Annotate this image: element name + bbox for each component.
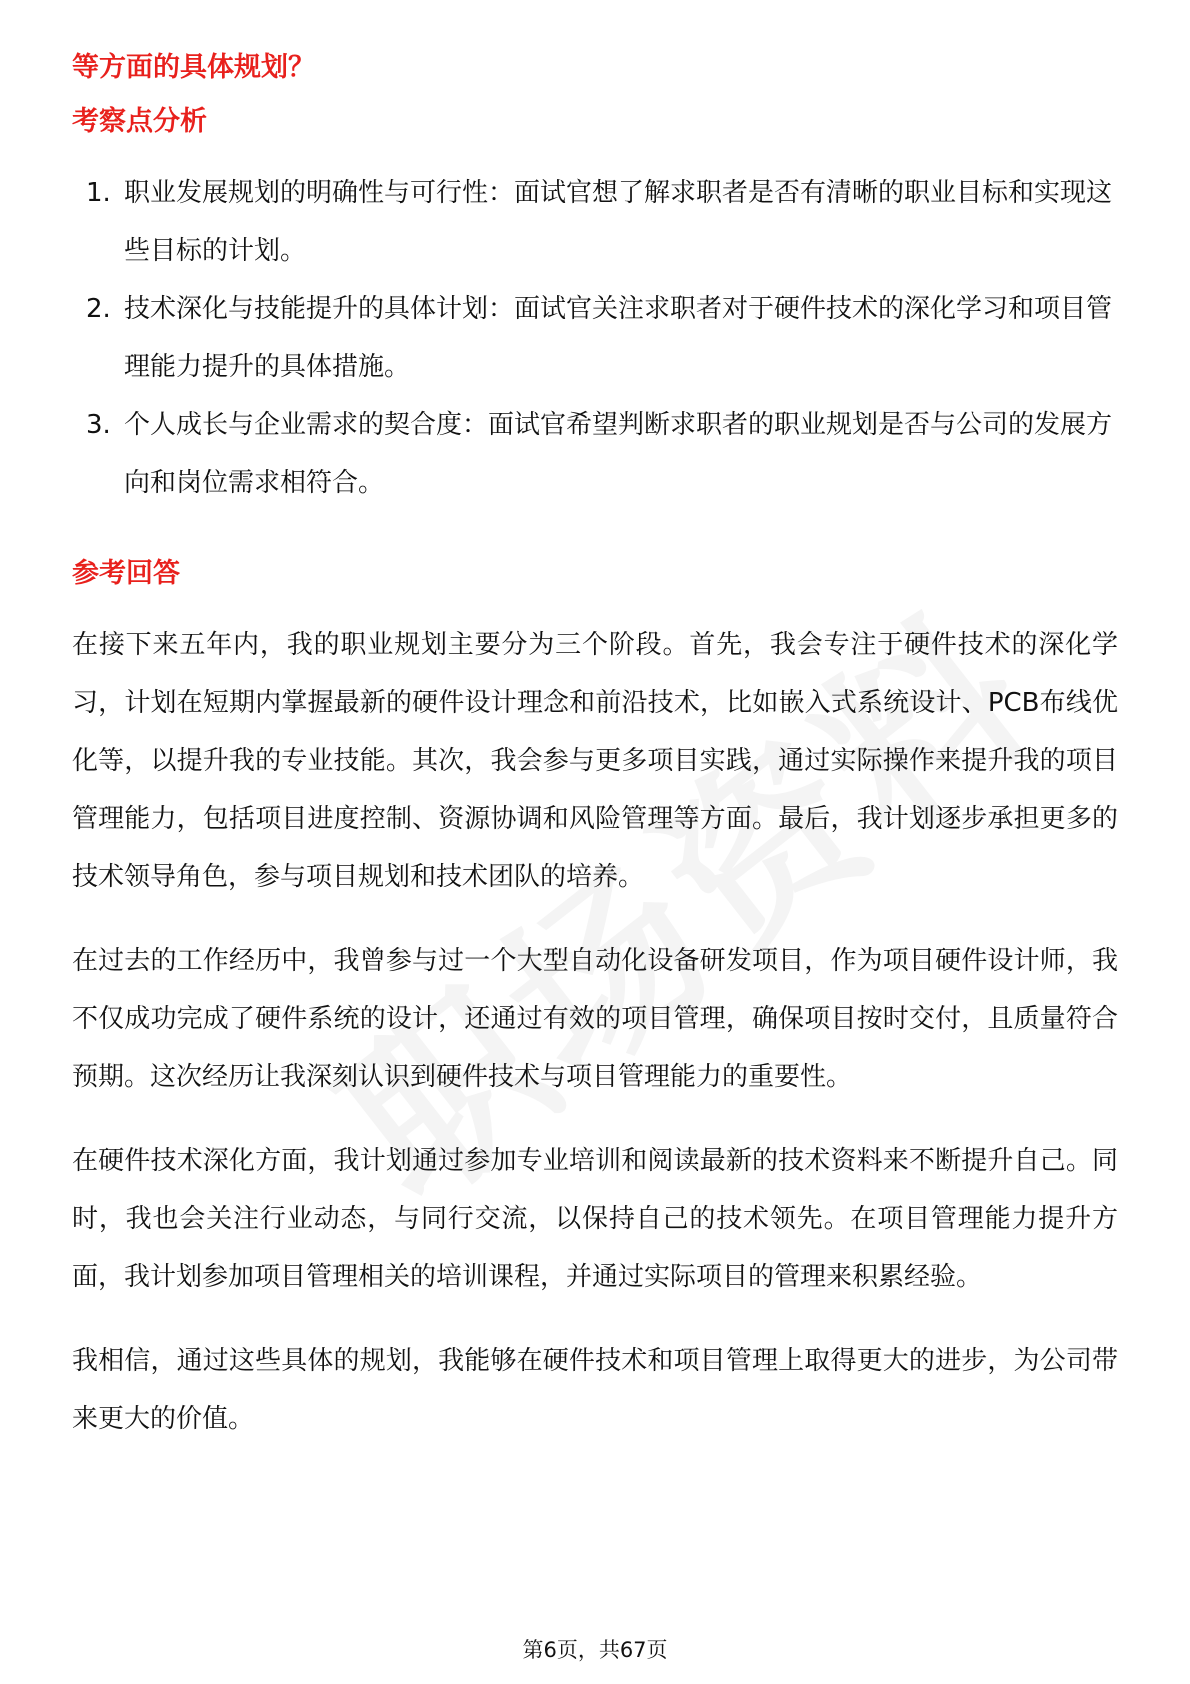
list-number: 2.	[86, 294, 111, 324]
analysis-item-text: 职业发展规划的明确性与可行性：面试官想了解求职者是否有清晰的职业目标和实现这些目标的计划。	[124, 178, 1113, 266]
analysis-item	[72, 164, 1118, 280]
analysis-item-text: 个人成长与企业需求的契合度：面试官希望判断求职者的职业规划是否与公司的发展方向和岗位需求相符合。	[124, 410, 1113, 498]
answer-paragraph: 在过去的工作经历中，我曾参与过一个大型自动化设备研发项目，作为项目硬件设计师，我不仅成功完成了硬件系统的设计，还通过有效的项目管理，确保项目按时交付，且质量符合预期。这次经历让我深刻认识到硬件技术与项目管理能力的重要性。	[72, 946, 1118, 1092]
analysis-item-text: 技术深化与技能提升的具体计划：面试官关注求职者对于硬件技术的深化学习和项目管理能力提升的具体措施。	[124, 294, 1113, 382]
analysis-item	[72, 280, 1118, 396]
answer-paragraph: 在硬件技术深化方面，我计划通过参加专业培训和阅读最新的技术资料来不断提升自己。同时，我也会关注行业动态，与同行交流，以保持自己的技术领先。在项目管理能力提升方面，我计划参加项目管理相关的培训课程，并通过实际项目的管理来积累经验。	[72, 1146, 1118, 1292]
page-number-footer: 第6页，共67页	[522, 1638, 668, 1662]
answer-paragraph: 我相信，通过这些具体的规划，我能够在硬件技术和项目管理上取得更大的进步，为公司带来更大的价值。	[72, 1346, 1118, 1434]
answer-heading: 参考回答	[72, 558, 180, 589]
list-number: 1.	[86, 178, 111, 208]
list-number: 3.	[86, 410, 111, 440]
analysis-item	[72, 396, 1118, 512]
analysis-list	[72, 164, 1118, 512]
continued-question-heading: 等方面的具体规划？	[72, 52, 315, 83]
analysis-heading: 考察点分析	[72, 106, 207, 137]
page-content	[72, 48, 1118, 1448]
answer-paragraph: 在接下来五年内，我的职业规划主要分为三个阶段。首先，我会专注于硬件技术的深化学习，计划在短期内掌握最新的硬件设计理念和前沿技术，比如嵌入式系统设计、PCB布线优化等，以提升我的专业技能。其次，我会参与更多项目实践，通过实际操作来提升我的项目管理能力，包括项目进度控制、资源协调和风险管理等方面。最后，我计划逐步承担更多的技术领导角色，参与项目规划和技术团队的培养。	[72, 630, 1118, 892]
